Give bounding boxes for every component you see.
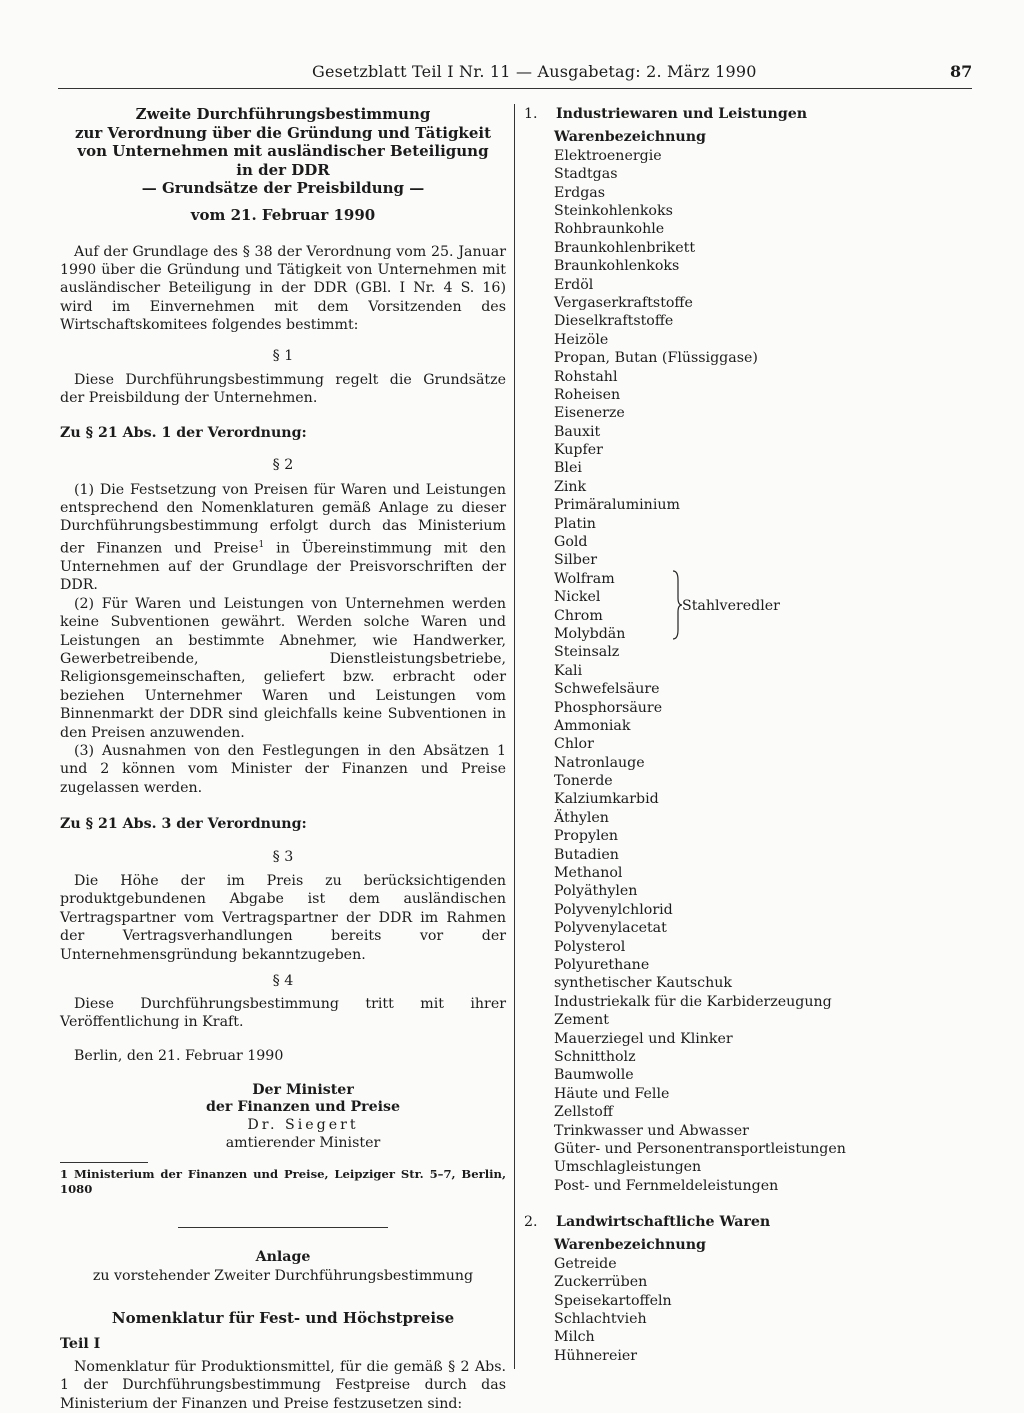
goods-item: Heizöle <box>554 331 609 348</box>
column-header: Warenbezeichnung <box>554 129 706 146</box>
goods-item: Erdgas <box>554 184 606 201</box>
goods-item: Kupfer <box>554 442 603 459</box>
goods-item: Kalziumkarbid <box>554 791 659 808</box>
goods-item: Umschlagleistungen <box>554 1159 702 1176</box>
goods-item: Wolfram <box>554 570 615 587</box>
goods-item: Bauxit <box>554 423 601 440</box>
goods-group <box>524 570 964 644</box>
goods-item: Vergaserkraftstoffe <box>554 294 693 311</box>
goods-item: Primäraluminium <box>554 497 680 514</box>
goods-item: Polyvenylacetat <box>554 920 667 937</box>
goods-item: Zement <box>554 1012 609 1029</box>
goods-item: Stadtgas <box>554 166 618 183</box>
goods-item: Steinkohlenkoks <box>554 202 673 219</box>
section-2-para-1-text: (1) Die Festsetzung von Preisen für Waren und Leistungen entsprechend den Nomenklaturen gemäß Anlage zu dieser Durchführungsbestimmung erfolgt durch das Ministerium der Finanzen und Preise <box>60 481 506 557</box>
section-4-text: Diese Durchführungsbestimmung tritt mit ihrer Veröffentlichung in Kraft. <box>60 995 506 1030</box>
title-line: Zweite Durchführungsbestimmung <box>135 105 431 123</box>
goods-item: Rohstahl <box>554 368 618 385</box>
goods-item: Gold <box>554 534 588 551</box>
goods-item: Schwefelsäure <box>554 681 660 698</box>
goods-item: Molybdän <box>554 625 626 642</box>
goods-item: Polyurethane <box>554 957 650 973</box>
signature-name: Dr. Siegert <box>247 1116 359 1133</box>
section-2-para-2: (2) Für Waren und Leistungen von Unternehmen werden keine Subventionen gewährt. Werden solche Waren und Leistungen an bestimmte Abnehmer, wie Handwerker, Gewerbetreibende, Dienstleistungsbetriebe, Religionsgemeinschaften, geliefert bzw. erbracht oder beziehen Unternehmer Waren und Leistungen vom Binnenmarkt der DDR sind gleichfalls keine Subventionen in den Preisen anzuwenden. <box>60 595 506 741</box>
goods-item: Eisenerze <box>554 405 625 422</box>
goods-item: Propan, Butan (Flüssiggase) <box>554 350 758 367</box>
section-3-heading: § 3 <box>272 848 294 865</box>
part-text: Nomenklatur für Produktionsmittel, für die gemäß § 2 Abs. 1 der Durchführungsbestimmung Festpreise durch das Ministerium der Finanzen und Preise festzusetzen sind: <box>60 1358 506 1412</box>
footnote-area <box>60 1162 506 1197</box>
goods-item: Rohbraunkohle <box>554 221 665 238</box>
column-header: Warenbezeichnung <box>554 1237 706 1254</box>
right-column <box>524 105 964 1365</box>
annex-separator <box>60 1227 506 1228</box>
goods-item: Zink <box>554 478 587 495</box>
regulation-title <box>60 105 506 225</box>
goods-item: Schnittholz <box>554 1048 636 1065</box>
goods-item: Platin <box>554 515 596 532</box>
goods-item: Steinsalz <box>554 644 620 661</box>
goods-list <box>524 147 964 570</box>
curly-brace <box>672 570 682 640</box>
section-1-heading: § 1 <box>272 347 294 364</box>
goods-list <box>524 643 964 1195</box>
goods-item: Silber <box>554 552 598 569</box>
goods-item: Trinkwasser und Abwasser <box>554 1122 749 1139</box>
page-number: 87 <box>950 62 973 81</box>
goods-item: Speisekartoffeln <box>554 1292 672 1309</box>
signature-ministry: der Finanzen und Preise <box>205 1099 401 1116</box>
signature-role: amtierender Minister <box>225 1134 381 1151</box>
goods-item: Ammoniak <box>554 717 631 734</box>
section-2-heading: § 2 <box>272 457 294 474</box>
section-title: Landwirtschaftliche Waren <box>556 1214 771 1231</box>
section-4-heading: § 4 <box>272 973 294 990</box>
goods-item: Roheisen <box>554 386 621 403</box>
goods-item: Hühnereier <box>554 1347 638 1364</box>
reference-heading-abs3: Zu § 21 Abs. 3 der Verordnung: <box>60 816 307 833</box>
goods-item: Nickel <box>554 589 601 606</box>
goods-item: Propylen <box>554 828 619 845</box>
annex-heading: Anlage <box>255 1249 311 1266</box>
annex-subheading: zu vorstehender Zweiter Durchführungsbestimmung <box>92 1267 474 1284</box>
goods-item: Braunkohlenbrikett <box>554 239 696 256</box>
goods-item: Industriekalk für die Karbiderzeugung <box>554 993 832 1010</box>
goods-item: Post- und Fernmeldeleistungen <box>554 1177 779 1194</box>
goods-item: Blei <box>554 460 582 477</box>
goods-item: Häute und Felle <box>554 1085 670 1102</box>
goods-item: Polysterol <box>554 938 626 955</box>
title-line: von Unternehmen mit ausländischer Beteiligung <box>77 142 489 161</box>
column-divider <box>514 104 515 1369</box>
footnote-rule <box>60 1162 148 1163</box>
page-header <box>0 62 1024 88</box>
goods-item: Schlachtvieh <box>554 1311 647 1328</box>
reference-heading-abs1: Zu § 21 Abs. 1 der Verordnung: <box>60 424 307 441</box>
title-line: in der DDR <box>236 160 330 179</box>
goods-item: Kali <box>554 662 583 679</box>
group-label: Stahlveredler <box>682 597 780 614</box>
goods-item: Zuckerrüben <box>554 1274 648 1291</box>
goods-item: Tonerde <box>554 773 613 790</box>
goods-item: Zellstoff <box>554 1104 613 1121</box>
goods-item: Baumwolle <box>554 1067 634 1084</box>
goods-item: Polyäthylen <box>554 883 638 900</box>
goods-item: Äthylen <box>554 809 609 826</box>
section-2-title <box>524 1213 964 1231</box>
signature-block <box>60 1082 506 1152</box>
goods-list <box>524 1255 964 1365</box>
section-1-title <box>524 105 964 123</box>
goods-item: Chlor <box>554 736 594 753</box>
goods-item: Getreide <box>554 1255 617 1272</box>
left-column <box>60 105 506 1413</box>
goods-item: Chrom <box>554 607 603 624</box>
section-number: 1. <box>524 106 538 122</box>
goods-item: Polyvenylchlorid <box>554 901 673 918</box>
section-1-text: Diese Durchführungsbestimmung regelt die Grundsätze der Preisbildung der Unternehmen. <box>60 372 506 407</box>
goods-item: Butadien <box>554 846 619 863</box>
nomenclature-heading: Nomenklatur für Fest- und Höchstpreise <box>111 1308 455 1327</box>
goods-item: Mauerziegel und Klinker <box>554 1030 733 1047</box>
goods-item: Methanol <box>554 865 623 882</box>
preamble: Auf der Grundlage des § 38 der Verordnung vom 25. Januar 1990 über die Gründung und Tätigkeit von Unternehmen mit ausländischer Beteiligung in der DDR (GBl. I Nr. 4 S. 16) wird im Einvernehmen mit dem Vorsitzenden des Wirtschaftskomitees folgendes bestimmt: <box>60 243 506 334</box>
goods-item: Natronlauge <box>554 754 645 771</box>
gazette-title: Gesetzblatt Teil I Nr. 11 — Ausgabetag: 2. März 1990 <box>312 62 757 81</box>
annex-rule <box>178 1227 388 1228</box>
section-3-text: Die Höhe der im Preis zu berücksichtigenden produktgebundenen Abgabe ist dem ausländischen Vertragspartner vom Vertragspartner der DDR im Rahmen der Vertragsverhandlungen bereits vor der Unternehmensgründung bekanntzugeben. <box>60 873 506 963</box>
goods-item: Phosphorsäure <box>554 699 663 716</box>
title-line: zur Verordnung über die Gründung und Tätigkeit <box>74 123 491 142</box>
goods-item: Elektroenergie <box>554 147 662 164</box>
goods-item: Braunkohlenkoks <box>554 258 680 275</box>
goods-item: Milch <box>554 1329 595 1346</box>
signature-office: Der Minister <box>252 1081 354 1098</box>
goods-item: Erdöl <box>554 276 594 293</box>
place-and-date: Berlin, den 21. Februar 1990 <box>74 1048 284 1065</box>
header-rule <box>58 88 972 89</box>
section-2-para-1-text-cont: in Übereinstimmung mit den Unternehmen auf der Grundlage der Preisvorschriften der DDR. <box>60 540 506 594</box>
title-date: vom 21. Februar 1990 <box>190 205 376 224</box>
section-title: Industriewaren und Leistungen <box>556 106 808 122</box>
section-2-para-3: (3) Ausnahmen von den Festlegungen in den Absätzen 1 und 2 können vom Minister der Finanzen und Preise zugelassen werden. <box>60 743 506 796</box>
goods-item: Dieselkraftstoffe <box>554 313 674 330</box>
footnote-text: 1 Ministerium der Finanzen und Preise, Leipziger Str. 5–7, Berlin, 1080 <box>60 1167 506 1197</box>
goods-item: synthetischer Kautschuk <box>554 975 732 992</box>
section-2-para-1 <box>60 481 506 595</box>
goods-item: Güter- und Personentransportleistungen <box>554 1140 846 1157</box>
part-heading: Teil I <box>60 1336 101 1353</box>
footnote-marker: 1 <box>258 539 265 550</box>
section-number: 2. <box>524 1214 538 1231</box>
title-line: — Grundsätze der Preisbildung — <box>141 179 425 198</box>
